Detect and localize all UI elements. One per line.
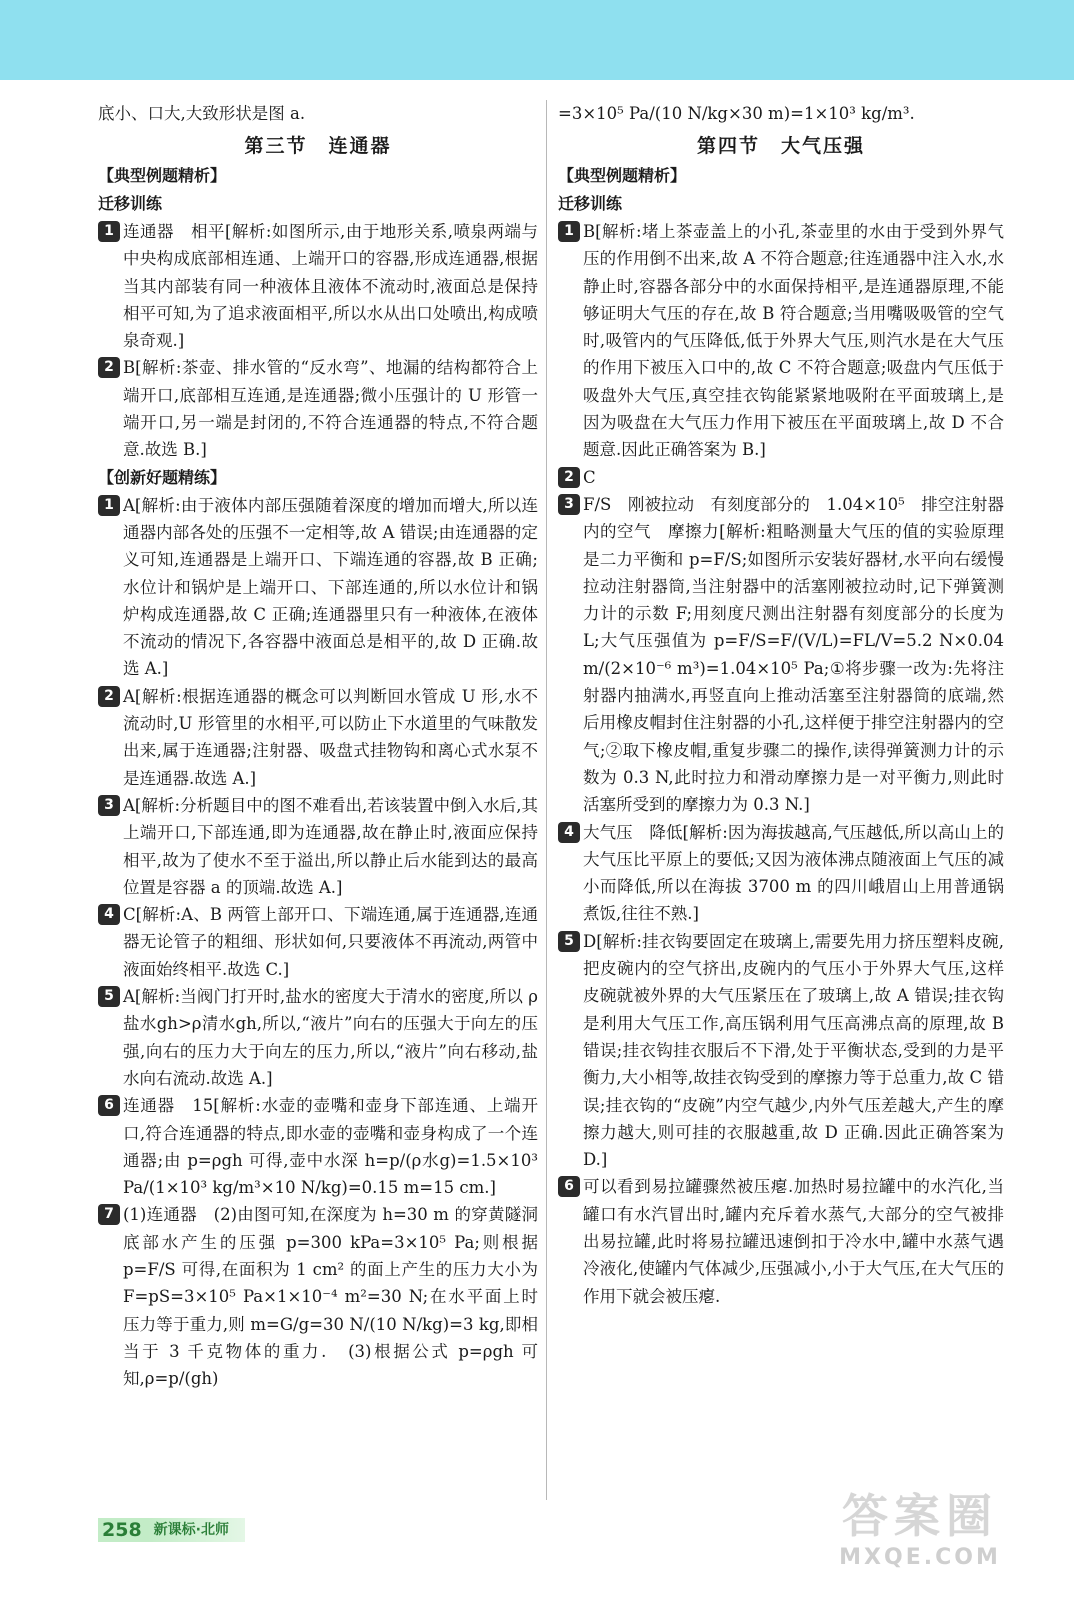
watermark-logo-text: 答案圈 [842,1489,998,1543]
item-number-badge: 7 [98,1204,120,1225]
answer-item [558,218,1004,464]
answer-text: 可以看到易拉罐骤然被压瘪.加热时易拉罐中的水汽化,当罐口有水汽冒出时,罐内充斥着水蒸气,大部分的空气被排出易拉罐,此时将易拉罐迅速倒扣于冷水中,罐中水蒸气遇冷液化,使罐内气体减少,压强减小,小于大气压,在大气压的作用下就会被压瘪. [583,1177,1004,1306]
item-number-badge: 6 [98,1095,120,1116]
answer-text: B[解析:茶壶、排水管的“反水弯”、地漏的结构都符合上端开口,底部相互连通,是连通器;微小压强计的 U 形管一端开口,另一端是封闭的,不符合连通器的特点,不符合题意.故选 B.] [123,358,538,460]
right-column [558,100,1004,1310]
answer-item [98,792,538,901]
answer-text: C [583,467,596,487]
answer-item [98,983,538,1092]
heading-transfer-training: 迁移训练 [98,194,163,213]
column-divider [546,100,547,1500]
answer-text: D[解析:挂衣钩要固定在玻璃上,需要先用力挤压塑料皮碗,把皮碗内的空气挤出,皮碗内的气压小于外界大气压,这样皮碗就被外界的大气压紧压在了玻璃上,故 A 错误;挂衣钩是利用大气压工作,高压锅利用气压高沸点高的原理,故 B 错误;挂衣钩挂衣服后不下滑,处于平衡状态,受到的力是平衡力,大小相等,故挂衣钩受到的摩擦力等于总重力,故 C 错误;挂衣钩的“皮碗”内空气越少,内外气压差越大,产生的摩擦力越大,则可挂的衣服越重,故 D 正确.因此正确答案为 D.] [583,931,1004,1170]
answer-text: 连通器 相平[解析:如图所示,由于地形关系,喷泉两端与中央构成底部相连通、上端开口的容器,形成连通器,根据当其内部装有同一种液体且液体不流动时,液面总是保持相平可知,为了追求液面相平,所以水从出口处喷出,构成喷泉奇观.] [123,222,538,351]
answer-item [558,819,1004,928]
item-number-badge: 3 [98,795,120,816]
heading-typical-examples: 【典型例题精析】 [558,166,687,185]
answer-item [558,1173,1004,1309]
answer-item [558,464,1004,491]
answer-item [98,1201,538,1392]
left-column [98,100,538,1392]
answer-text: A[解析:分析题目中的图不难看出,若该装置中倒入水后,其上端开口,下部连通,即为连通器,故在静止时,液面应保持相平,故为了使水不至于溢出,所以静止后水能到达的最高位置是容器 a 的顶端.故选 A.] [123,795,538,897]
heading-innovation-practice: 【创新好题精练】 [98,467,227,487]
top-color-band [0,0,1074,80]
carry-over-formula: =3×10⁵ Pa/(10 N/kg×30 m)=1×10³ kg/m³. [558,104,915,123]
answer-item [98,492,538,683]
heading-typical-examples: 【典型例题精析】 [98,166,227,185]
intro-line: 底小、口大,大致形状是图 a. [98,104,306,123]
answer-item [98,901,538,983]
item-number-badge: 3 [558,494,580,515]
answer-text: 连通器 15[解析:水壶的壶嘴和壶身下部连通、上端开口,符合连通器的特点,即水壶的壶嘴和壶身构成了一个连通器;由 p=ρgh 可得,壶中水深 h=p/(ρ水g)=1.5×10³ Pa/(1×10³ kg/m³×10 N/kg)=0.15 m=15 cm.] [123,1096,538,1198]
item-number-badge: 4 [558,822,580,843]
answer-text: A[解析:由于液体内部压强随着深度的增加而增大,所以连通器内部各处的压强不一定相等,故 A 错误;由连通器的定义可知,连通器是上端开口、下端连通的容器,故 B 正确;水位计和锅炉是上端开口、下部连通的,所以水位计和锅炉构成连通器,故 C 正确;连通器里只有一种液体,在液体不流动的情况下,各容器中液面总是相平的,故 D 正确.故选 A.] [123,495,538,679]
watermark-url: MXQE.COM [839,1545,1001,1570]
answer-text: 大气压 降低[解析:因为海拔越高,气压越低,所以高山上的大气压比平原上的要低;又因为液体沸点随液面上气压的减小而降低,所以在海拔 3700 m 的四川峨眉山上用普通锅煮饭,往往不熟.] [583,822,1004,924]
item-number-badge: 4 [98,904,120,925]
item-number-badge: 2 [558,467,580,488]
answer-item [98,1092,538,1201]
item-number-badge: 1 [98,495,120,516]
answer-item [98,218,538,354]
answer-text: F/S 刚被拉动 有刻度部分的 1.04×10⁵ 排空注射器内的空气 摩擦力[解析:粗略测量大气压的值的实验原理是二力平衡和 p=F/S;如图所示安装好器材,水平向右缓慢拉动注射器筒,当注射器中的活塞刚被拉动时,记下弹簧测力计的示数 F;用刻度尺测出注射器有刻度部分的长度为 L;大气压强值为 p=F/S=F/(V/L)=FL/V=5.2 N×0.04 m/(2×10⁻⁶ m³)=1.04×10⁵ Pa;①将步骤一改为:先将注射器内抽满水,再竖直向上推动活塞至注射器筒的底端,然后用橡皮帽封住注射器的小孔,这样便于排空注射器内的空气;②取下橡皮帽,重复步骤二的操作,读得弹簧测力计的示数为 0.3 N,此时拉力和滑动摩擦力是一对平衡力,则此时活塞所受到的摩擦力为 0.3 N.] [583,494,1004,815]
item-number-badge: 1 [98,221,120,242]
answer-text: C[解析:A、B 两管上部开口、下端连通,属于连通器,连通器无论管子的粗细、形状如何,只要液体不再流动,两管中液面始终相平.故选 C.] [123,905,538,979]
site-watermark [800,1488,1040,1588]
section-title-connected-vessels: 第三节 连通器 [244,135,392,157]
answer-text: B[解析:堵上茶壶盖上的小孔,茶壶里的水由于受到外界气压的作用倒不出来,故 A 不符合题意;往连通器中注入水,水静止时,容器各部分中的水面保持相平,是连通器原理,不能够证明大气压的存在,故 B 符合题意;当用嘴吸吸管的空气时,吸管内的气压降低,低于外界大气压,则汽水是在大气压的作用下被压入口中的,故 C 不符合题意;吸盘内气压低于吸盘外大气压,真空挂衣钩能紧紧地吸附在平面玻璃上,是因为吸盘在大气压力作用下被压在平面玻璃上,故 D 不合题意.因此正确答案为 B.] [583,222,1004,460]
item-number-badge: 5 [98,986,120,1007]
answer-text: A[解析:当阀门打开时,盐水的密度大于清水的密度,所以 ρ盐水gh>ρ清水gh,所以,“液片”向右的压强大于向左的压强,向右的压力大于向左的压力,所以,“液片”向右移动,盐水向右流动.故选 A.] [123,987,538,1088]
answer-item [98,683,538,792]
item-number-badge: 5 [558,931,580,952]
answer-item [558,928,1004,1174]
item-number-badge: 1 [558,221,580,242]
answer-item [558,491,1004,819]
heading-transfer-training: 迁移训练 [558,194,623,213]
series-label: 新课标·北师 [148,1518,245,1542]
section-title-atmospheric-pressure: 第四节 大气压强 [696,135,865,157]
answer-text: A[解析:根据连通器的概念可以判断回水管成 U 形,水不流动时,U 形管里的水相平,可以防止下水道里的气味散发出来,属于连通器;注射器、吸盘式挂物钩和离心式水泵不是连通器.故选 A.] [123,686,538,788]
item-number-badge: 2 [98,357,120,378]
answer-item [98,354,538,463]
page-number: 258 [98,1518,148,1542]
item-number-badge: 2 [98,686,120,707]
item-number-badge: 6 [558,1176,580,1197]
answer-text: (1)连通器 (2)由图可知,在深度为 h=30 m 的穿黄隧洞底部水产生的压强 p=300 kPa=3×10⁵ Pa;则根据 p=F/S 可得,在面积为 1 cm² 的面上产生的压力大小为 F=pS=3×10⁵ Pa×1×10⁻⁴ m²=30 N;在水平面上时压力等于重力,则 m=G/g=30 N/(10 N/kg)=3 kg,即相当于 3 千克物体的重力. (3)根据公式 p=ρgh 可知,ρ=p/(gh) [123,1205,538,1389]
page-footer [98,1518,245,1542]
